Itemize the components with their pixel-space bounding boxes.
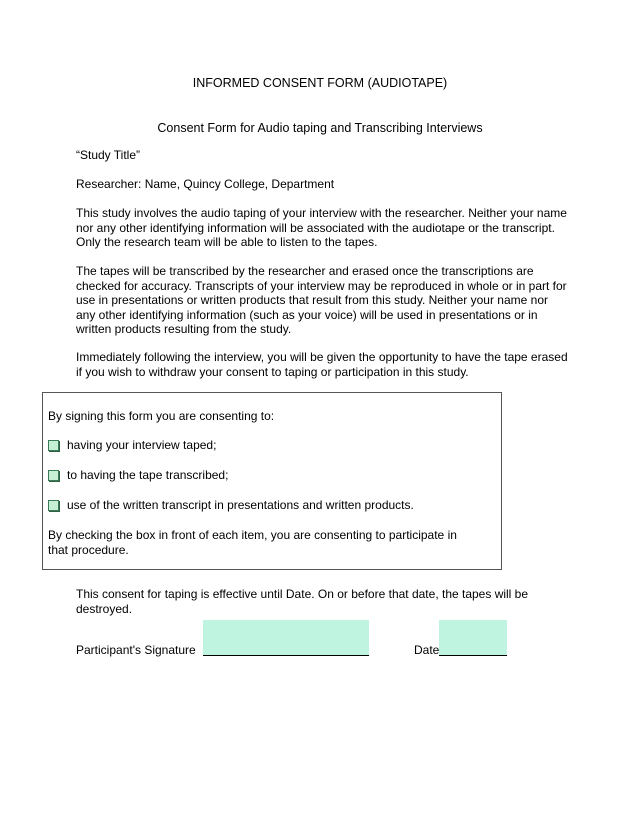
signature-field[interactable] <box>203 620 369 656</box>
effective-date-text: This consent for taping is effective until Date. On or before that date, the tapes will be destroyed. <box>76 587 529 616</box>
researcher-line: Researcher: Name, Quincy College, Department <box>76 177 335 191</box>
form-subtitle: Consent Form for Audio taping and Transcribing Interviews <box>157 121 483 135</box>
date-label: Date <box>414 643 440 657</box>
consent-item-label: use of the written transcript in presentations and written products. <box>67 498 414 512</box>
paragraph-transcription: The tapes will be transcribed by the researcher and erased once the transcriptions are checked for accuracy. Transcripts of your interview may be reproduced in whole or in part for use in presentations or written products that result from this study. Neither your name nor any other identifying information (such as your voice) will be used in presentations or in written products resulting from the study. <box>76 264 567 336</box>
consent-box-footer: By checking the box in front of each item, you are consenting to participate in that procedure. <box>48 528 457 557</box>
signature-label: Participant's Signature <box>76 643 196 657</box>
study-title: “Study Title” <box>76 148 141 162</box>
consent-checkbox-taped[interactable] <box>48 440 59 451</box>
consent-item <box>48 468 228 482</box>
consent-item <box>48 498 414 512</box>
consent-checkbox-transcript-use[interactable] <box>48 500 59 511</box>
paragraph-withdraw: Immediately following the interview, you will be given the opportunity to have the tape erased if you wish to withdraw your consent to taping or participation in this study. <box>76 350 568 379</box>
date-field[interactable] <box>439 620 507 656</box>
signature-line <box>203 655 369 656</box>
form-title: INFORMED CONSENT FORM (AUDIOTAPE) <box>192 76 448 90</box>
consent-item <box>48 438 216 452</box>
paragraph-audio-taping: This study involves the audio taping of your interview with the researcher. Neither your name nor any other identifying information will be associated with the audiotape or the transcript. Only the research team will be able to listen to the tapes. <box>76 206 567 249</box>
consent-checkbox-transcribed[interactable] <box>48 470 59 481</box>
consent-item-label: having your interview taped; <box>67 438 217 452</box>
date-line <box>439 655 507 656</box>
consent-box-heading: By signing this form you are consenting to: <box>48 409 275 423</box>
consent-item-label: to having the tape transcribed; <box>67 468 229 482</box>
